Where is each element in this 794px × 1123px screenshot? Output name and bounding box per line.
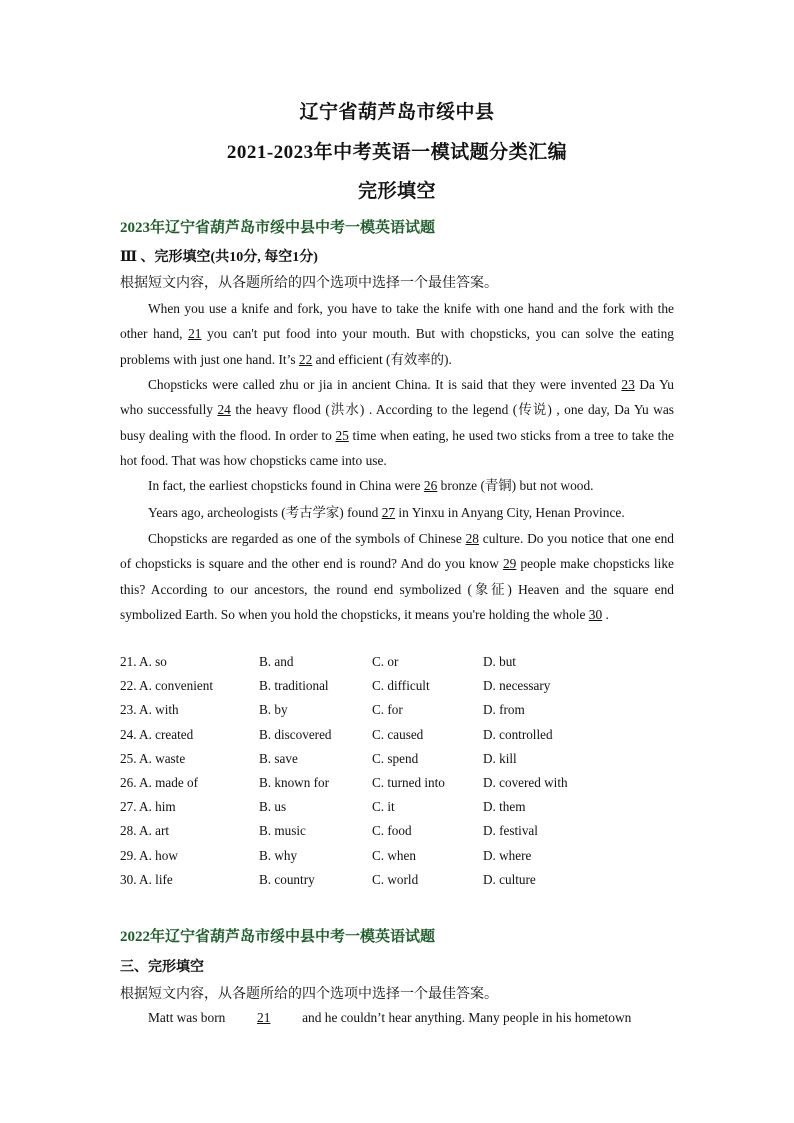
paragraph-text: and he couldn’t hear anything. Many people in his hometown: [298, 1010, 632, 1025]
option-row-26: [120, 771, 680, 795]
option-a: 30. A. life: [120, 871, 173, 887]
paragraph-text: Matt was born: [148, 1010, 229, 1025]
paragraph-text: you can't put food into your mouth. But with chopsticks, you can solve the eating problems with just one hand. It’s: [120, 326, 674, 367]
doc-title-line2: 2021-2023年中考英语一模试题分类汇编: [226, 142, 568, 163]
option-d: D. where: [483, 847, 532, 863]
paragraph-text: in Yinxu in Anyang City, Henan Province.: [395, 505, 625, 520]
option-b: B. traditional: [259, 678, 329, 694]
option-d: D. but: [483, 654, 516, 669]
blank-21: 21: [257, 1010, 271, 1025]
option-b: B. known for: [259, 774, 329, 790]
paragraph-text: Years ago, archeologists (考古学家) found: [148, 505, 382, 520]
option-d: D. necessary: [483, 678, 551, 694]
option-b: B. why: [259, 847, 298, 863]
passage-paragraph-5: [120, 526, 674, 627]
option-a: 22. A. convenient: [120, 678, 214, 694]
option-c: C. caused: [372, 726, 424, 742]
paragraph-text: Chopsticks are regarded as one of the symbols of Chinese: [148, 531, 466, 546]
paragraph-text: time when eating, he used two sticks from a tree to take the hot food. That was how chopsticks came into use.: [120, 427, 674, 468]
blank-25: 25: [335, 427, 349, 443]
option-d: D. culture: [483, 871, 536, 887]
passage-2022-paragraph-1: [120, 1005, 674, 1030]
option-row-21: [120, 650, 680, 674]
section-2023-instruction: 根据短文内容，从各题所给的四个选项中选择一个最佳答案。: [120, 276, 498, 291]
blank-24: 24: [217, 402, 231, 418]
paragraph-text: bronze (青铜) but not wood.: [437, 478, 594, 493]
paragraph-text: .: [602, 606, 609, 622]
option-b: B. discovered: [259, 726, 332, 742]
paragraph-text: and efficient (有效率的).: [312, 351, 452, 367]
section-2023-heading: 2023年辽宁省葫芦岛市绥中县中考一模英语试题: [120, 220, 436, 236]
option-b: B. and: [259, 654, 294, 669]
passage-paragraph-1: [120, 296, 674, 372]
paragraph-text: When you use a knife and fork, you have to take the knife with one hand and the fork with the other hand,: [120, 301, 674, 342]
blank-21: 21: [188, 326, 202, 342]
option-c: C. difficult: [372, 678, 430, 694]
option-row-29: [120, 844, 680, 868]
option-row-24: [120, 723, 680, 747]
option-b: B. music: [259, 823, 306, 839]
section-2023-subheading: Ⅲ 、完形填空(共10分, 每空1分): [120, 250, 318, 265]
doc-title-line3: 完形填空: [357, 181, 436, 202]
option-c: C. food: [372, 823, 412, 839]
option-b: B. us: [259, 799, 287, 815]
paragraph-text: Da Yu who successfully: [120, 377, 674, 418]
option-row-27: [120, 795, 680, 819]
option-a: 25. A. waste: [120, 750, 186, 766]
option-c: C. it: [372, 799, 395, 815]
blank-22: 22: [298, 351, 313, 367]
option-a: 24. A. created: [120, 726, 194, 742]
option-a: 23. A. with: [120, 702, 179, 718]
blank-28: 28: [465, 531, 479, 546]
option-c: C. for: [372, 702, 403, 718]
option-c: C. spend: [372, 750, 419, 766]
option-a: 21. A. so: [120, 654, 167, 669]
option-row-30: [120, 868, 680, 892]
option-c: C. world: [372, 871, 419, 887]
paragraph-text: Chopsticks were called zhu or jia in ancient China. It is said that they were invented: [148, 377, 622, 392]
paragraph-text: people make chopsticks like this? According to our ancestors, the round end symbolized (象征) Heaven and the square end symbolized Earth. So when you hold the chopsticks, it means you're holding the whole: [120, 556, 674, 622]
option-row-23: [120, 698, 680, 722]
option-row-25: [120, 747, 680, 771]
paragraph-text: the heavy flood (洪水) . According to the legend (传说) , one day, Da Yu was busy dealing with the flood. In order to: [120, 402, 674, 443]
section-2022-instruction: 根据短文内容，从各题所给的四个选项中选择一个最佳答案。: [120, 987, 498, 1002]
passage-paragraph-3: [120, 473, 674, 498]
blank-26: 26: [423, 478, 438, 493]
option-b: B. country: [259, 871, 315, 887]
blank-27: 27: [381, 505, 396, 520]
option-a: 26. A. made of: [120, 774, 199, 790]
option-a: 28. A. art: [120, 823, 170, 839]
option-d: D. from: [483, 702, 525, 718]
option-c: C. when: [372, 847, 416, 863]
option-row-28: [120, 819, 680, 843]
blank-30: 30: [588, 606, 603, 622]
option-d: D. controlled: [483, 726, 553, 742]
option-d: D. kill: [483, 750, 517, 766]
passage-paragraph-4: [120, 500, 674, 525]
option-c: C. or: [372, 654, 399, 669]
blank-29: 29: [502, 556, 517, 572]
option-a: 29. A. how: [120, 847, 178, 863]
blank-23: 23: [621, 377, 635, 392]
option-d: D. them: [483, 799, 526, 815]
paragraph-text: In fact, the earliest chopsticks found in China were: [148, 478, 424, 493]
section-2022-heading: 2022年辽宁省葫芦岛市绥中县中考一模英语试题: [120, 929, 436, 945]
option-d: D. festival: [483, 823, 538, 839]
option-c: C. turned into: [372, 774, 445, 790]
option-a: 27. A. him: [120, 799, 176, 815]
section-2022-subheading: 三、完形填空: [120, 960, 204, 975]
passage-paragraph-2: [120, 372, 674, 473]
option-b: B. by: [259, 702, 288, 718]
options-list: [120, 650, 680, 892]
option-d: D. covered with: [483, 774, 568, 790]
doc-title-line1: 辽宁省葫芦岛市绥中县: [299, 102, 495, 123]
option-b: B. save: [259, 750, 298, 766]
option-row-22: [120, 674, 680, 698]
paragraph-text: culture. Do you notice that one end of chopsticks is square and the other end is round? And do you know: [120, 531, 674, 572]
